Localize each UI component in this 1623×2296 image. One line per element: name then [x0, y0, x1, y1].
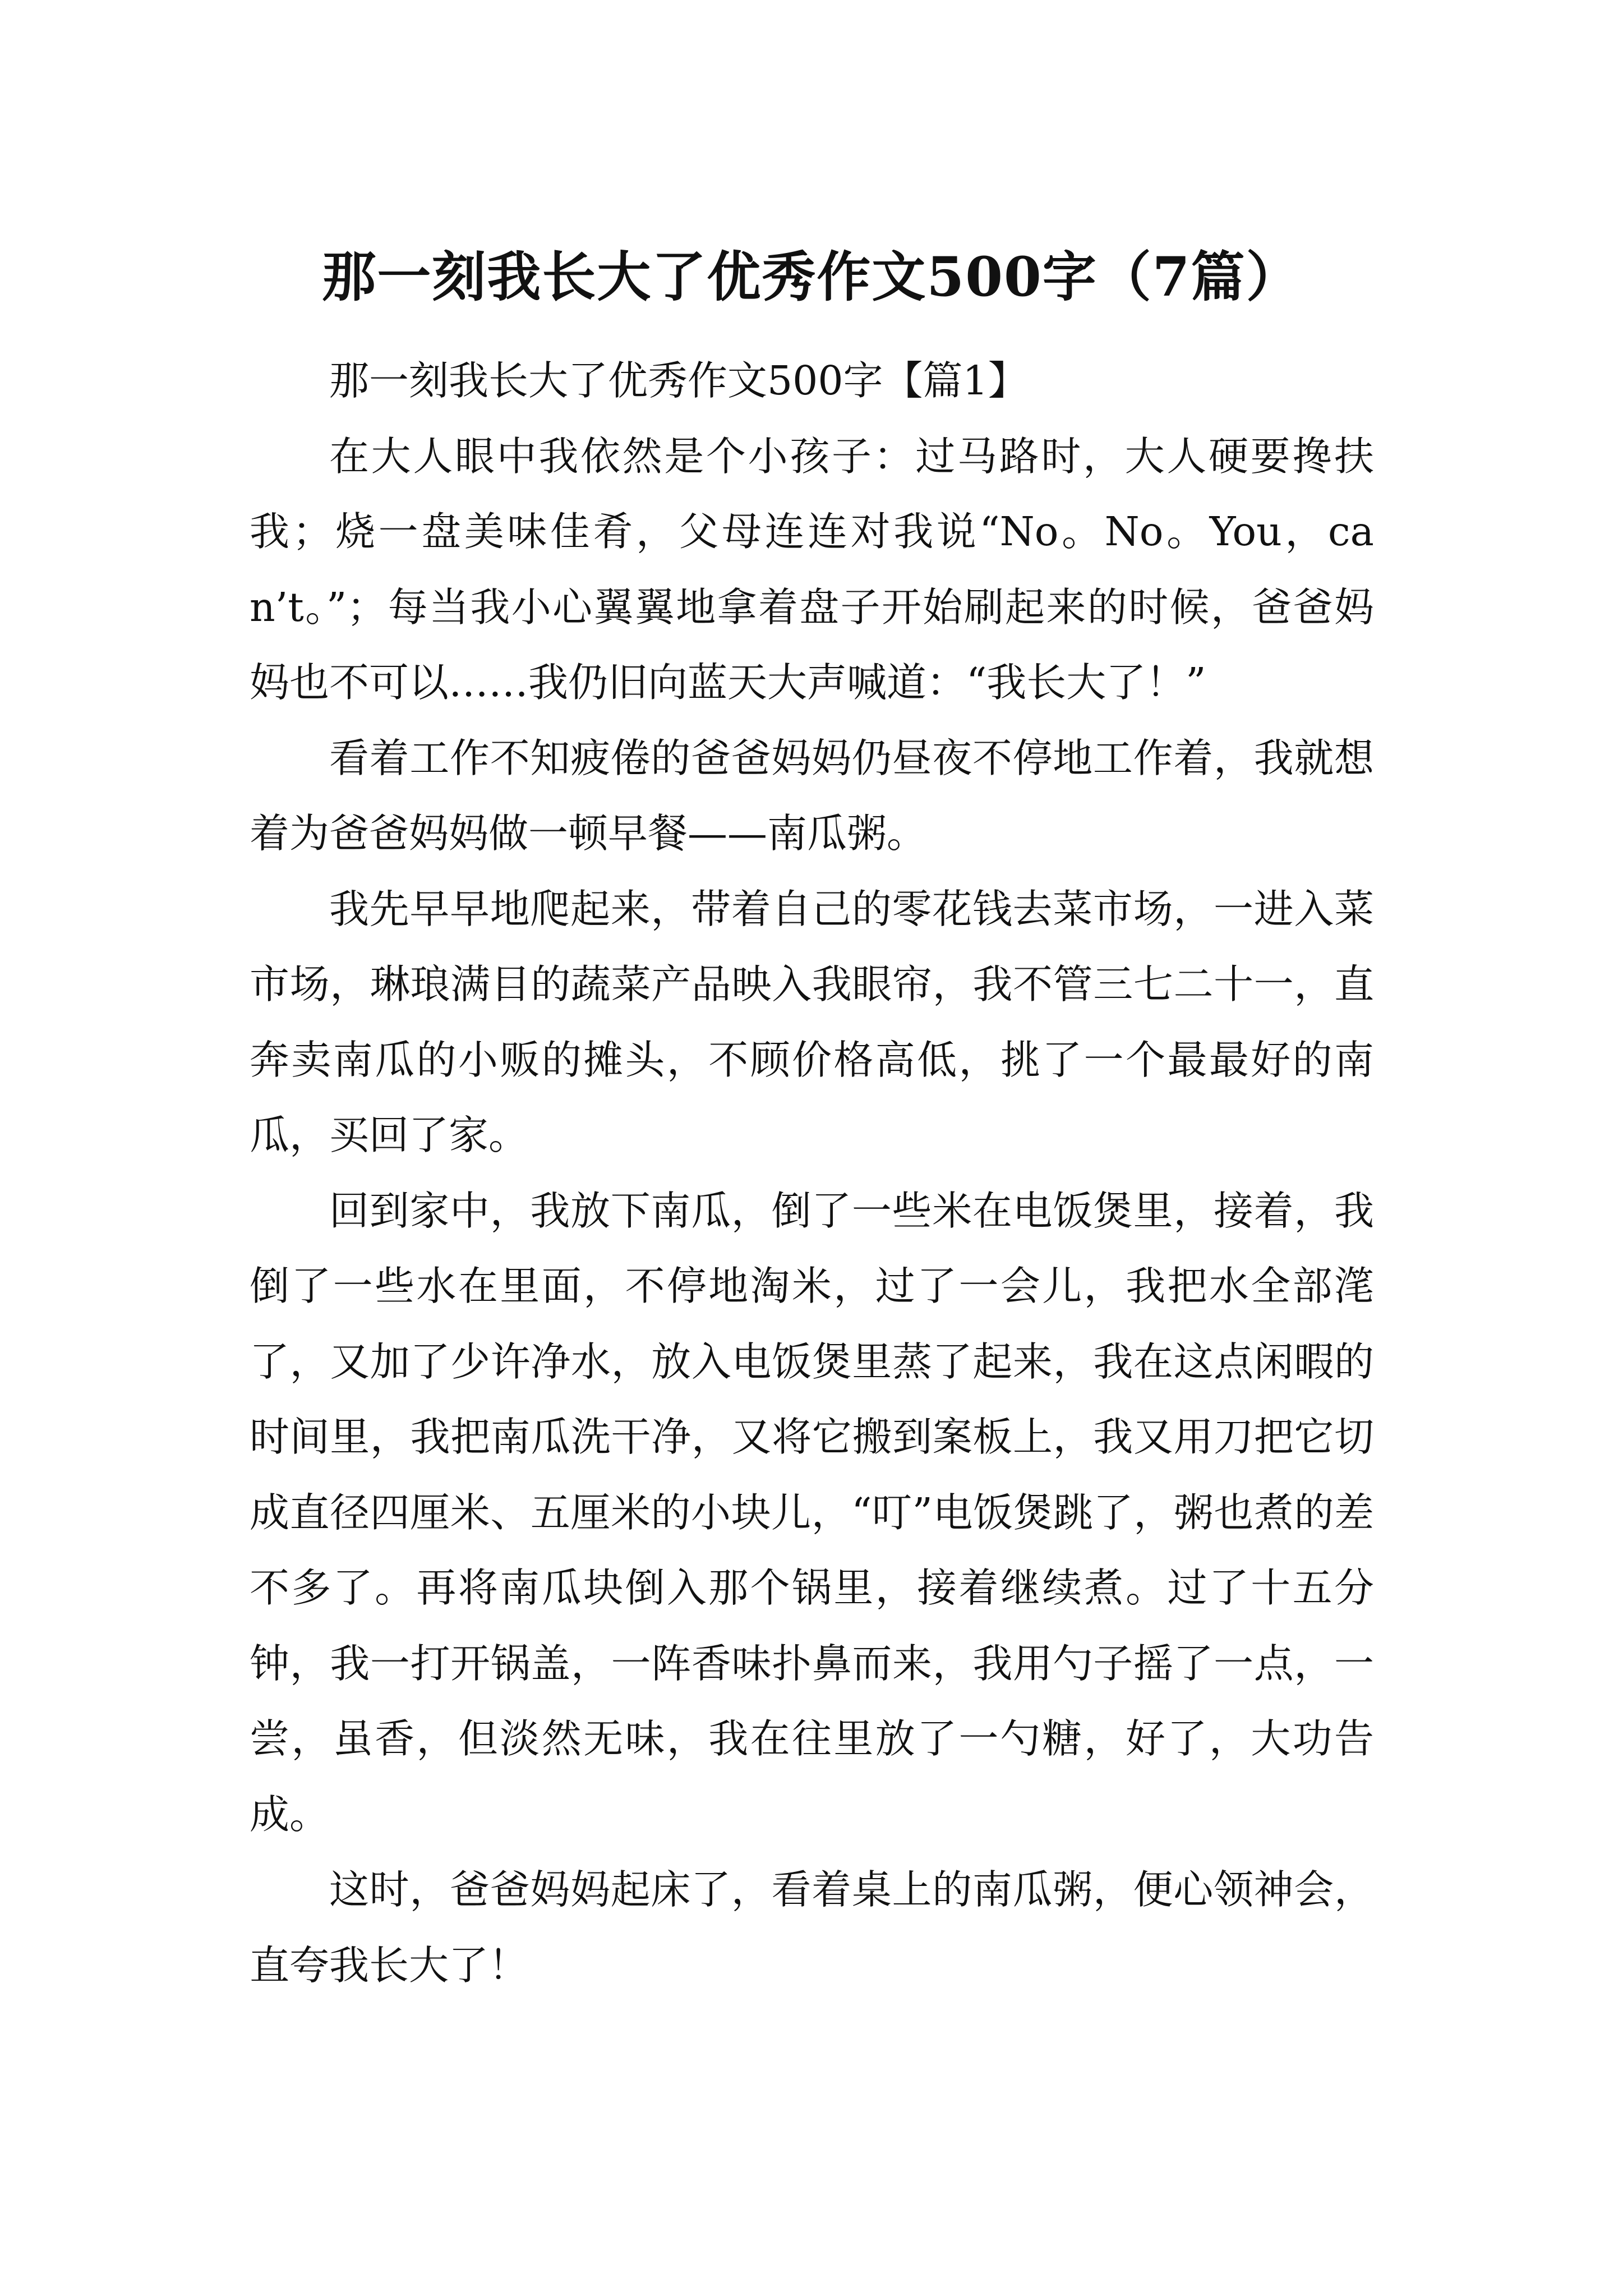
paragraph: 这时，爸爸妈妈起床了，看着桌上的南瓜粥，便心领神会，直夸我长大了！	[250, 1866, 1374, 1989]
document-body	[250, 343, 1374, 2003]
paragraph: 回到家中，我放下南瓜，倒了一些米在电饭煲里，接着，我倒了一些水在里面，不停地淘米，过了一会儿，我把水全部滗了，又加了少许净水，放入电饭煲里蒸了起来，我在这点闲暇的时间里，我把南瓜洗干净，又将它搬到案板上，我又用刀把它切成直径四厘米、五厘米的小块儿，“叮”电饭煲跳了，粥也煮的差不多了。再将南瓜块倒入那个锅里，接着继续煮。过了十五分钟，我一打开锅盖，一阵香味扑鼻而来，我用勺子摇了一点，一尝，虽香，但淡然无味，我在往里放了一勺糖，好了，大功告成。	[250, 1187, 1374, 1838]
document-title: 那一刻我长大了优秀作文500字（7篇）	[322, 245, 1301, 309]
section-heading: 那一刻我长大了优秀作文500字【篇1】	[329, 357, 1028, 404]
paragraph: 看着工作不知疲倦的爸爸妈妈仍昼夜不停地工作着，我就想着为爸爸妈妈做一顿早餐——南瓜粥。	[250, 734, 1374, 857]
paragraph: 我先早早地爬起来，带着自己的零花钱去菜市场，一进入菜市场，琳琅满目的蔬菜产品映入我眼帘，我不管三七二十一，直奔卖南瓜的小贩的摊头，不顾价格高低，挑了一个最最好的南瓜，买回了家。	[250, 885, 1374, 1158]
paragraph: 在大人眼中我依然是个小孩子：过马路时，大人硬要搀扶我；烧一盘美味佳肴，父母连连对我说“No。No。You，can’t。”；每当我小心翼翼地拿着盘子开始刷起来的时候，爸爸妈妈也不可以……我仍旧向蓝天大声喊道：“我长大了！”	[250, 432, 1374, 706]
